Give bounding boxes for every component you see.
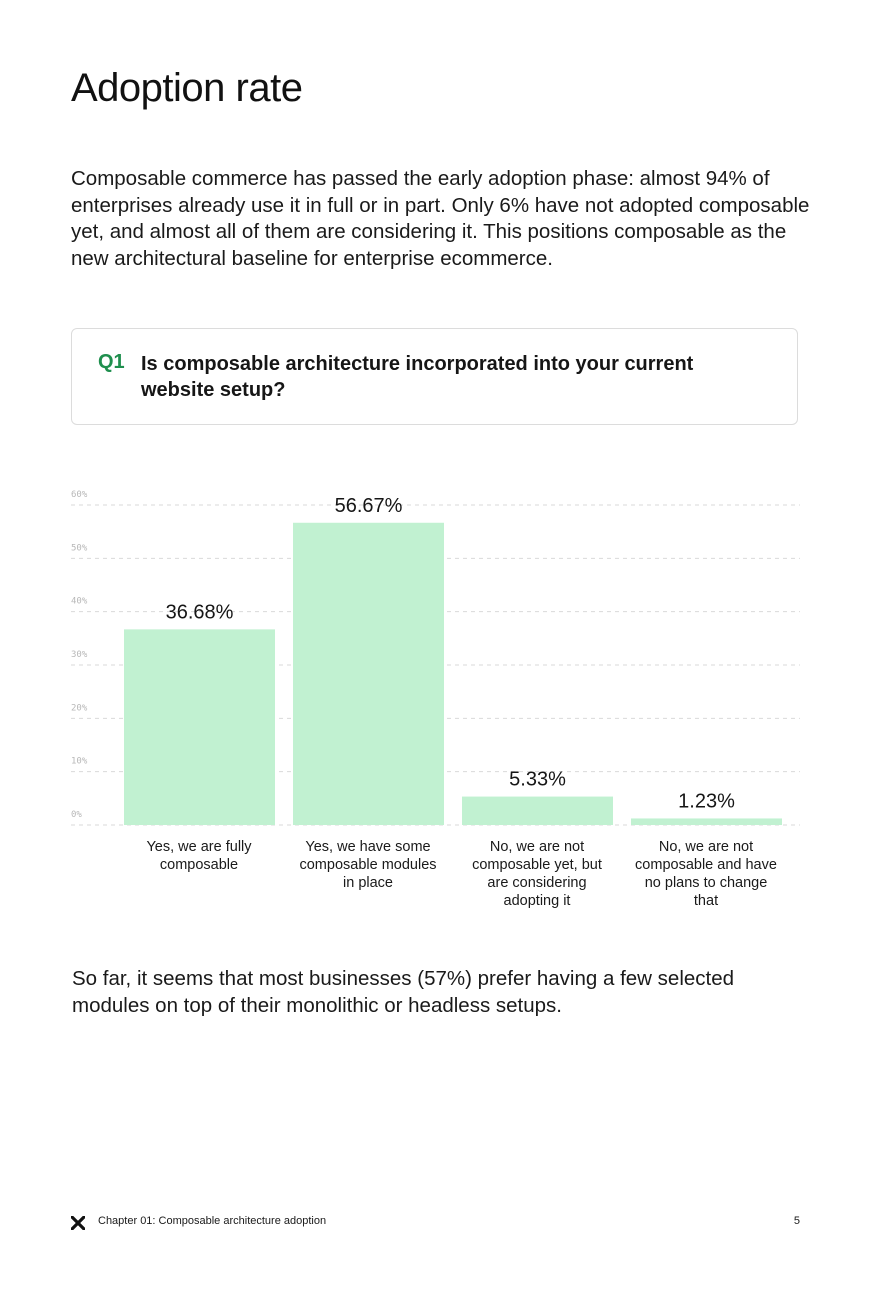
page-number: 5	[793, 1215, 800, 1227]
y-tick-label: 0%	[71, 810, 82, 820]
question-text: Is composable architecture incorporated into your current website setup?	[141, 353, 694, 401]
page-title: Adoption rate	[71, 66, 303, 110]
y-tick-label: 50%	[71, 543, 88, 554]
y-tick-label: 10%	[71, 756, 88, 767]
bar-chart	[0, 470, 872, 836]
question-number: Q1	[98, 351, 125, 373]
question-card	[71, 328, 798, 425]
category-label: Yes, we are fully composable	[146, 839, 252, 873]
bar	[462, 797, 613, 825]
category-label: No, we are not composable yet, but are considering adopting it	[472, 839, 602, 909]
data-label: 1.23%	[678, 790, 735, 813]
y-tick-label: 60%	[71, 490, 88, 500]
category-label: No, we are not composable and have no plans to change that	[635, 839, 777, 909]
y-tick-label: 40%	[71, 596, 88, 607]
data-label: 36.68%	[165, 601, 234, 624]
bar	[124, 629, 275, 825]
x-logo-icon	[71, 1216, 85, 1230]
footer-chapter: Chapter 01: Composable architecture adoption	[98, 1215, 327, 1227]
bar	[631, 818, 782, 825]
intro-paragraph: Composable commerce has passed the early adoption phase: almost 94% of enterprises already use it in full or in part. Only 6% have not adopted composable yet, and almost all of them are considering it. This positions composable as the new architectural baseline for enterprise ecommerce.	[71, 167, 810, 270]
outro-paragraph: So far, it seems that most businesses (57%) prefer having a few selected modules on top of their monolithic or headless setups.	[72, 967, 735, 1017]
data-label: 56.67%	[334, 494, 403, 517]
bar	[293, 523, 444, 825]
y-tick-label: 30%	[71, 650, 88, 660]
y-tick-label: 20%	[71, 703, 88, 714]
category-labels	[0, 838, 872, 918]
category-label: Yes, we have some composable modules in place	[299, 839, 437, 891]
data-label: 5.33%	[509, 768, 566, 791]
